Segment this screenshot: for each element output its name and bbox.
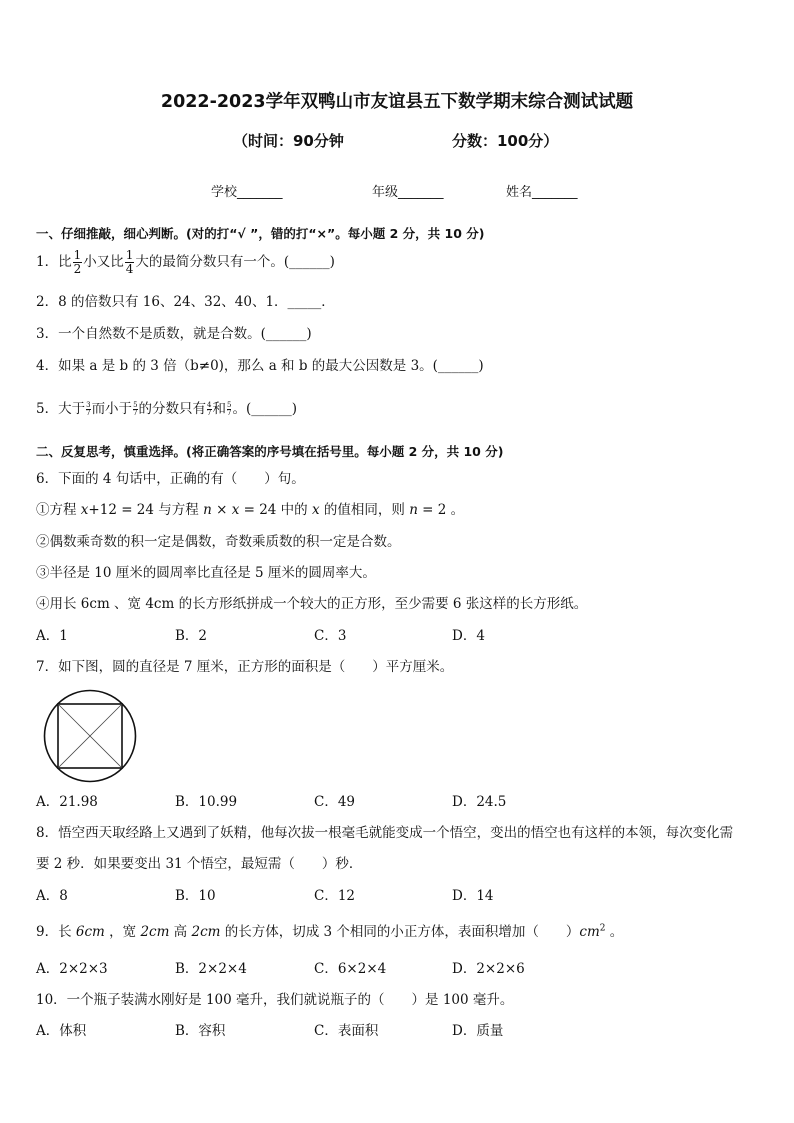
q6s1-f: x xyxy=(231,502,240,518)
question-6: 6．下面的 4 句话中，正确的有（ ）句。 xyxy=(36,471,305,487)
q5-fraction-3 xyxy=(207,402,211,417)
q5-f1-num: 3 xyxy=(86,401,91,409)
q1-fraction-2 xyxy=(125,249,135,276)
circle-square-figure xyxy=(42,688,138,784)
exam-score: 分数：100分） xyxy=(452,132,559,150)
q10-option-a: A．体积 xyxy=(36,1023,87,1039)
q10-option-c: C．表面积 xyxy=(314,1023,379,1039)
q6s1-g: = 24 中的 xyxy=(239,502,312,518)
q5-fraction-1 xyxy=(86,402,90,417)
q6s1-h: x xyxy=(311,502,320,518)
section-1-heading: 一、仔细推敲，细心判断。(对的打“√ ”，错的打“×”。每小题 2 分，共 10 分) xyxy=(36,226,485,241)
q5-text-e: 。(______) xyxy=(232,401,298,417)
q8-option-d: D．14 xyxy=(452,888,494,904)
q8-option-c: C．12 xyxy=(314,888,356,904)
q9-option-d: D．2×2×6 xyxy=(452,961,525,977)
q1-text-a: 1．比 xyxy=(36,254,72,270)
name-field: 姓名_______ xyxy=(506,185,578,200)
question-8-line-1: 8．悟空西天取经路上又遇到了妖精，他每次拔一根毫毛就能变成一个悟空，变出的悟空也有这样的本领，每次变化需 xyxy=(36,825,734,841)
question-9 xyxy=(36,920,623,940)
exam-time: （时间：90分钟 xyxy=(233,132,344,150)
school-field: 学校_______ xyxy=(211,185,283,200)
q8-option-a: A．8 xyxy=(36,888,68,904)
section-2-heading: 二、反复思考，慎重选择。(将正确答案的序号填在括号里。每小题 2 分，共 10 分) xyxy=(36,444,504,459)
q5-fraction-2 xyxy=(133,402,137,417)
q7-option-b: B．10.99 xyxy=(175,794,238,810)
q6s1-a: ①方程 xyxy=(36,502,81,518)
q6-option-a: A．1 xyxy=(36,628,68,644)
q6-statement-1 xyxy=(36,498,464,518)
q5-f2-num: 5 xyxy=(133,401,138,409)
q10-option-d: D．质量 xyxy=(452,1023,504,1039)
q1-f1-num: 1 xyxy=(73,248,82,262)
q6s1-i: 的值相同，则 xyxy=(319,502,410,518)
q5-f4-den: 7 xyxy=(227,409,232,417)
q6s1-b: x xyxy=(80,502,89,518)
q5-text-b: 而小于 xyxy=(91,401,133,417)
q7-option-d: D．24.5 xyxy=(452,794,507,810)
grade-field: 年级_______ xyxy=(372,185,444,200)
q5-f1-den: 7 xyxy=(86,409,91,417)
q5-f2-den: 7 xyxy=(133,409,138,417)
q9-e: 高 xyxy=(169,924,192,940)
q5-text-a: 5．大于 xyxy=(36,401,86,417)
question-7: 7．如下图，圆的直径是 7 厘米，正方形的面积是（ ）平方厘米。 xyxy=(36,659,454,675)
q6s1-d: n xyxy=(203,502,212,518)
q5-text-d: 和 xyxy=(212,401,226,417)
question-8-line-2: 要 2 秒．如果要变出 31 个悟空，最短需（ ）秒． xyxy=(36,856,363,872)
question-5 xyxy=(36,397,297,417)
q5-f3-den: 7 xyxy=(207,409,212,417)
q1-f2-den: 4 xyxy=(125,262,134,276)
q6-option-d: D．4 xyxy=(452,628,485,644)
q9-d: 2cm xyxy=(140,924,170,940)
q6s1-e: × xyxy=(211,502,232,518)
q6-statement-4: ④用长 6cm 、宽 4cm 的长方形纸拼成一个较大的正方形，至少需要 6 张这样的长方形纸。 xyxy=(36,596,588,612)
question-1 xyxy=(36,249,335,276)
q8-option-b: B．10 xyxy=(175,888,216,904)
q1-text-c: 大的最简分数只有一个。(______) xyxy=(135,254,335,270)
q7-option-c: C．49 xyxy=(314,794,356,810)
question-10: 10．一个瓶子装满水刚好是 100 毫升，我们就说瓶子的（ ）是 100 毫升。 xyxy=(36,992,514,1008)
q7-option-a: A．21.98 xyxy=(36,794,98,810)
q9-f: 2cm xyxy=(191,924,221,940)
q6-statement-2: ②偶数乘奇数的积一定是偶数，奇数乘质数的积一定是合数。 xyxy=(36,534,401,550)
q9-j: 。 xyxy=(605,924,624,940)
q10-option-b: B．容积 xyxy=(175,1023,226,1039)
question-3: 3．一个自然数不是质数，就是合数。(______) xyxy=(36,326,312,342)
q1-fraction-1 xyxy=(73,249,83,276)
q9-option-c: C．6×2×4 xyxy=(314,961,387,977)
question-2: 2．8 的倍数只有 16、24、32、40、1．_____． xyxy=(36,294,335,310)
q9-option-b: B．2×2×4 xyxy=(175,961,247,977)
q6-option-b: B．2 xyxy=(175,628,208,644)
q5-f3-num: 4 xyxy=(207,401,212,409)
q1-f2-num: 1 xyxy=(125,248,134,262)
q9-c: ，宽 xyxy=(104,924,141,940)
q1-f1-den: 2 xyxy=(73,262,82,276)
question-4: 4．如果 a 是 b 的 3 倍（b≠0)，那么 a 和 b 的最大公因数是 3。(______) xyxy=(36,358,484,374)
q6-option-c: C．3 xyxy=(314,628,347,644)
q1-text-b: 小又比 xyxy=(83,254,124,270)
q9-h: cm xyxy=(579,924,600,940)
q5-fraction-4 xyxy=(227,402,231,417)
q9-b: 6cm xyxy=(75,924,105,940)
q9-g: 的长方体，切成 3 个相同的小正方体，表面积增加（ ） xyxy=(220,924,580,940)
q6s1-k: = 2 。 xyxy=(417,502,465,518)
q9-option-a: A．2×2×3 xyxy=(36,961,108,977)
q6-statement-3: ③半径是 10 厘米的圆周率比直径是 5 厘米的圆周率大。 xyxy=(36,565,376,581)
q6s1-j: n xyxy=(409,502,418,518)
q5-text-c: 的分数只有 xyxy=(138,401,207,417)
page-title: 2022-2023学年双鸭山市友谊县五下数学期末综合测试试题 xyxy=(160,92,634,112)
q5-f4-num: 5 xyxy=(227,401,232,409)
q9-i: 2 xyxy=(599,923,606,934)
q9-a: 9．长 xyxy=(36,924,76,940)
q6s1-c: +12 = 24 与方程 xyxy=(88,502,204,518)
